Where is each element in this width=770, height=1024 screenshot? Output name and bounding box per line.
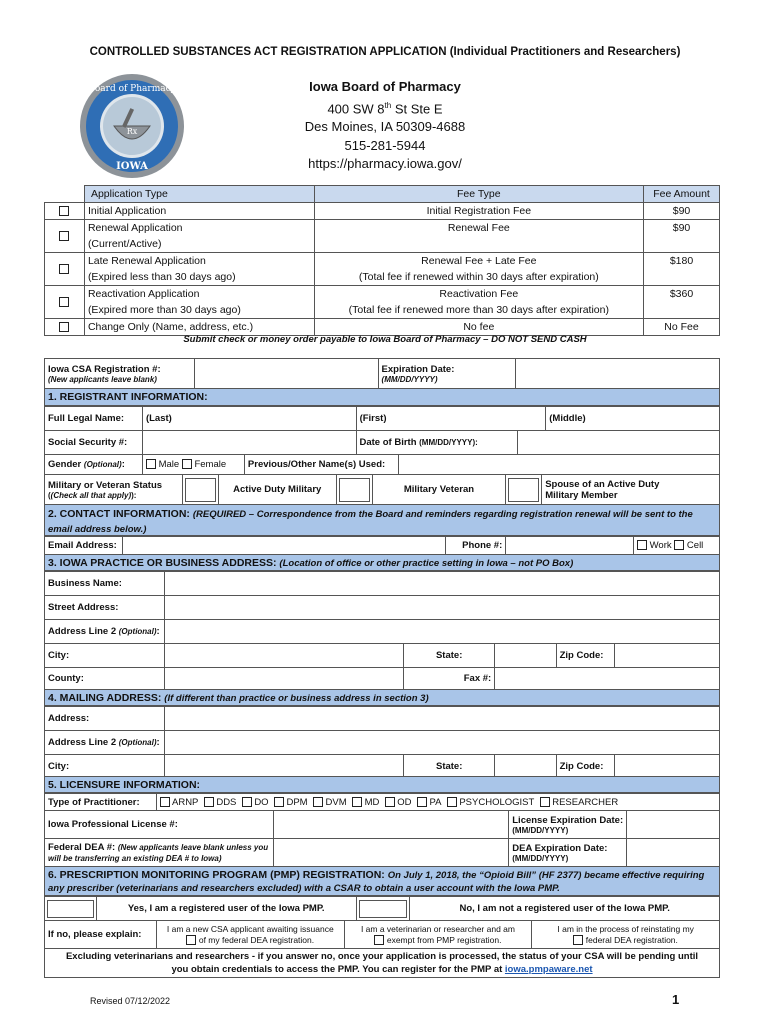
app-react: Reactivation Application	[87, 288, 200, 300]
mail-zip-label: Zip Code:	[556, 755, 615, 779]
checkbox-reactivation[interactable]	[59, 297, 69, 307]
county-label: County:	[45, 668, 165, 690]
section-4-header	[44, 689, 720, 706]
org-name: Iowa Board of Pharmacy	[309, 79, 461, 94]
checkbox-opt2[interactable]	[374, 935, 384, 945]
street-rest: St Ste E	[391, 100, 443, 116]
dea-exp-fmt: (MM/DD/YYYY)	[512, 853, 569, 863]
checkbox-researcher[interactable]	[540, 797, 550, 807]
checkbox-psychologist[interactable]	[447, 797, 457, 807]
fee-react-sub: (Total fee if renewed more than 30 days after expiration)	[348, 304, 609, 316]
spouse-label: Spouse of an Active Duty	[545, 478, 660, 490]
email-label: Email Address:	[45, 537, 123, 555]
street-number: 400 SW 8	[327, 100, 385, 116]
city-line: Des Moines, IA 50309-4688	[304, 119, 466, 135]
exp-date-input[interactable]	[516, 359, 720, 389]
type-od: OD	[397, 796, 412, 808]
checkbox-opt3[interactable]	[573, 935, 583, 945]
fee-react: Reactivation Fee	[439, 288, 519, 300]
pmp-link[interactable]: iowa.pmpaware.net	[504, 964, 593, 975]
s2-title: 2. CONTACT INFORMATION:	[48, 508, 190, 520]
checkbox-cell[interactable]	[674, 540, 684, 550]
cell-label: Cell	[686, 540, 704, 551]
opt3-text-2: federal DEA registration.	[585, 934, 678, 945]
work-label: Work	[649, 540, 672, 551]
checkbox-work[interactable]	[637, 540, 647, 550]
fee-late: Renewal Fee + Late Fee	[421, 255, 537, 267]
checkbox-dds[interactable]	[204, 797, 214, 807]
fee-initial: Initial Registration Fee	[314, 203, 643, 220]
checkbox-veteran[interactable]	[339, 478, 370, 502]
board-address-block	[250, 78, 520, 174]
mail-state-label: State:	[404, 755, 495, 779]
seal-bottom-text: IOWA	[116, 161, 148, 172]
mil-status-label: Military or Veteran Status	[48, 479, 163, 491]
opt2-text: I am a veterinarian or researcher and am	[360, 923, 515, 934]
fax-input[interactable]	[495, 668, 720, 690]
lic-exp-input[interactable]	[627, 811, 720, 839]
checkbox-pmp-yes[interactable]	[47, 900, 94, 918]
csa-registration-table	[44, 358, 720, 389]
line2-input[interactable]	[164, 620, 719, 644]
gender-optional: (Optional)	[83, 460, 122, 469]
dob-input[interactable]	[518, 431, 720, 455]
dea-label: Federal DEA #:	[48, 841, 116, 853]
license-label: Iowa Professional License #:	[45, 811, 274, 839]
email-input[interactable]	[122, 537, 445, 555]
type-dvm: DVM	[325, 796, 347, 808]
checkbox-pmp-no[interactable]	[359, 900, 408, 918]
state-input[interactable]	[495, 644, 556, 668]
section-4-table: Address: Address Line 2 (Optional): City: State: Zip Code:	[44, 706, 720, 779]
contact-table	[44, 536, 720, 555]
amt-initial: $90	[644, 203, 720, 220]
section-6-header	[44, 866, 720, 896]
line2-label: Address Line 2	[48, 626, 117, 637]
pmp-yes-label: Yes, I am a registered user of the Iowa PMP.	[96, 897, 356, 921]
state-label: State:	[404, 644, 495, 668]
app-renewal: Renewal Application	[87, 222, 183, 234]
type-researcher: RESEARCHER	[552, 796, 619, 808]
county-input[interactable]	[164, 668, 403, 690]
s6-note: On July 1, 2018, the “Opioid Bill” (HF 2377) became effective requiring any prescriber (veterinarians and researchers excluded) with a CSAR to obtain a user account with the Iowa PMP.	[48, 870, 705, 894]
type-pa: PA	[429, 796, 442, 808]
military-table: Military or Veteran Status ((Check all that apply)): Active Duty Military Military Veteran Spouse of an Active Duty Military Member	[44, 474, 720, 505]
female-label: Female	[194, 459, 227, 470]
veteran-label: Military Veteran	[372, 475, 506, 505]
type-dds: DDS	[216, 796, 237, 808]
city-label: City:	[45, 644, 165, 668]
explain-label: If no, please explain:	[45, 921, 157, 949]
section-1-table	[44, 406, 720, 431]
dob-label: Date of Birth	[359, 437, 417, 448]
csa-reg-label: Iowa CSA Registration #:	[48, 363, 161, 375]
payment-note: Submit check or money order payable to Iowa Board of Pharmacy – DO NOT SEND CASH	[183, 334, 587, 345]
license-input[interactable]	[273, 811, 509, 839]
gender-label: Gender	[48, 459, 82, 470]
practitioner-types	[156, 794, 719, 811]
gender-table: Gender (Optional): Male Female Previous/Other Name(s) Used:	[44, 454, 720, 475]
seal-rx-text: Rx	[126, 127, 138, 136]
exp-date-fmt: (MM/DD/YYYY)	[381, 374, 438, 384]
mail-city-input[interactable]	[164, 755, 403, 779]
mail-state-input[interactable]	[495, 755, 556, 779]
pmp-table	[44, 896, 720, 921]
section-3-table: Business Name: Street Address: Address Line 2 (Optional): City: State: Zip Code: County: Fax #:	[44, 571, 720, 690]
app-initial: Initial Application	[84, 203, 314, 220]
csa-reg-sub: (New applicants leave blank)	[48, 374, 157, 384]
prev-names-label: Previous/Other Name(s) Used:	[244, 455, 398, 475]
city-input[interactable]	[164, 644, 403, 668]
dea-note: (New applicants leave blank unless you will be transferring an existing DEA # to Iowa)	[48, 842, 269, 863]
amt-react: $360	[644, 286, 720, 319]
s6-title: 6. PRESCRIPTION MONITORING PROGRAM (PMP) REGISTRATION:	[48, 869, 385, 881]
checkbox-dvm[interactable]	[313, 797, 323, 807]
full-name-label: Full Legal Name:	[45, 407, 143, 431]
checkbox-pa[interactable]	[417, 797, 427, 807]
spouse-label-2: Military Member	[545, 489, 618, 501]
col-app-type: Application Type	[84, 186, 314, 203]
dea-exp-input[interactable]	[627, 839, 720, 867]
checkbox-renewal[interactable]	[59, 231, 69, 241]
street-sup: th	[384, 100, 392, 110]
dea-input[interactable]	[273, 839, 509, 867]
app-change: Change Only (Name, address, etc.)	[84, 319, 314, 336]
col-fee-amount: Fee Amount	[644, 186, 720, 203]
middle-name-input[interactable]	[546, 407, 720, 431]
checkbox-do[interactable]	[242, 797, 252, 807]
fee-table	[44, 185, 720, 336]
checkbox-od[interactable]	[385, 797, 395, 807]
lic-exp-label: License Expiration Date:	[512, 814, 624, 826]
street-input[interactable]	[164, 596, 719, 620]
dob-fmt: (MM/DD/YYYY):	[419, 438, 478, 447]
mail-line2-label: Address Line 2	[48, 737, 117, 748]
pmp-explain-table	[44, 920, 720, 949]
opt1-text-2: of my federal DEA registration.	[198, 934, 315, 945]
ssn-input[interactable]	[142, 431, 356, 455]
pmp-no-label: No, I am not a registered user of the Iowa PMP.	[410, 897, 720, 921]
s3-title: 3. IOWA PRACTICE OR BUSINESS ADDRESS:	[48, 557, 277, 569]
csa-reg-input[interactable]	[194, 359, 378, 389]
street-label: Street Address:	[45, 596, 165, 620]
fee-renewal: Renewal Fee	[314, 220, 643, 253]
checkbox-male[interactable]	[146, 459, 156, 469]
pmp-footer-text: Excluding veterinarians and researchers - if you answer no, once your application is processed, the status of your CSA will be pending until you obtain credentials to access the PMP. You can register for the PMP at	[65, 951, 699, 975]
s3-note: (Location of office or other practice setting in Iowa – not PO Box)	[279, 558, 574, 569]
prev-names-input[interactable]	[398, 455, 719, 475]
street-line	[250, 97, 520, 119]
section-1-header: 1. REGISTRANT INFORMATION:	[44, 388, 720, 406]
checkbox-dpm[interactable]	[274, 797, 284, 807]
url-line: https://pharmacy.iowa.gov/	[308, 156, 462, 172]
checkbox-initial[interactable]	[59, 206, 69, 216]
checkbox-opt1[interactable]	[186, 935, 196, 945]
business-name-input[interactable]	[164, 572, 719, 596]
phone-label: Phone #:	[446, 537, 506, 555]
dea-exp-label: DEA Expiration Date:	[512, 842, 608, 854]
type-md: MD	[364, 796, 380, 808]
type-arnp: ARNP	[172, 796, 199, 808]
type-do: DO	[254, 796, 269, 808]
opt2-text-2: exempt from PMP registration.	[386, 934, 502, 945]
s4-title: 4. MAILING ADDRESS:	[48, 692, 162, 704]
first-name-input[interactable]	[356, 407, 546, 431]
mail-zip-input[interactable]	[615, 755, 720, 779]
male-label: Male	[158, 459, 180, 470]
amt-renewal: $90	[644, 220, 720, 253]
app-late-sub: (Expired less than 30 days ago)	[87, 271, 236, 283]
s2-note: (REQUIRED – Correspondence from the Board and reminders regarding registration renewal will be sent to the email address below.)	[48, 509, 693, 535]
phone-line: 515-281-5944	[344, 137, 426, 153]
zip-input[interactable]	[615, 644, 720, 668]
fax-label: Fax #:	[404, 668, 495, 690]
middle-label: (Middle)	[549, 413, 586, 424]
ssn-label: Social Security #:	[45, 431, 143, 455]
ssn-table	[44, 430, 720, 455]
lic-exp-fmt: (MM/DD/YYYY)	[512, 825, 569, 835]
page-number: 1	[672, 992, 680, 1007]
mail-line2-optional: (Optional)	[118, 738, 157, 747]
mail-city-label: City:	[45, 755, 165, 779]
first-label: (First)	[359, 413, 387, 424]
last-name-input[interactable]	[142, 407, 356, 431]
checkbox-spouse[interactable]	[508, 478, 539, 502]
line2-optional: (Optional)	[118, 627, 157, 636]
mail-address-input[interactable]	[164, 707, 719, 731]
exp-date-label: Expiration Date:	[381, 363, 455, 375]
checkbox-late-renewal[interactable]	[59, 264, 69, 274]
revised-date: Revised 07/12/2022	[90, 996, 171, 1006]
section-5-table	[44, 793, 720, 811]
zip-label: Zip Code:	[556, 644, 615, 668]
s4-note: (If different than practice or business address in section 3)	[164, 693, 429, 704]
fee-late-sub: (Total fee if renewed within 30 days after expiration)	[358, 271, 599, 283]
section-2-header	[44, 504, 720, 536]
app-renewal-sub: (Current/Active)	[87, 238, 162, 250]
type-psychologist: PSYCHOLOGIST	[459, 796, 535, 808]
amt-late: $180	[644, 253, 720, 286]
col-fee-type: Fee Type	[314, 186, 643, 203]
opt3-text: I am in the process of reinstating my	[557, 923, 694, 934]
checkbox-change-only[interactable]	[59, 322, 69, 332]
license-table	[44, 810, 720, 867]
section-3-header	[44, 554, 720, 571]
check-all-note: (Check all that apply)	[50, 490, 132, 500]
opt1-text: I am a new CSA applicant awaiting issuance	[166, 923, 334, 934]
practitioner-type-label: Type of Practitioner:	[45, 794, 157, 811]
phone-input[interactable]	[506, 537, 634, 555]
checkbox-md[interactable]	[352, 797, 362, 807]
section-5-header: 5. LICENSURE INFORMATION:	[44, 776, 720, 793]
type-dpm: DPM	[286, 796, 308, 808]
business-name-label: Business Name:	[45, 572, 165, 596]
iowa-pharmacy-seal	[78, 72, 186, 180]
amt-change: No Fee	[644, 319, 720, 336]
checkbox-female[interactable]	[182, 459, 192, 469]
form-title: CONTROLLED SUBSTANCES ACT REGISTRATION APPLICATION (Individual Practitioners and Researchers)	[89, 46, 681, 58]
seal-top-text: Board of Pharmacy	[88, 84, 176, 94]
fee-change: No fee	[314, 319, 643, 336]
app-react-sub: (Expired more than 30 days ago)	[87, 304, 241, 316]
pmp-footer-note	[44, 948, 720, 978]
last-label: (Last)	[145, 413, 172, 424]
mail-address-label: Address:	[45, 707, 165, 731]
mail-line2-input[interactable]	[164, 731, 719, 755]
active-duty-label: Active Duty Military	[218, 475, 336, 505]
checkbox-arnp[interactable]	[160, 797, 170, 807]
checkbox-active-duty[interactable]	[185, 478, 216, 502]
app-late: Late Renewal Application	[87, 255, 206, 267]
